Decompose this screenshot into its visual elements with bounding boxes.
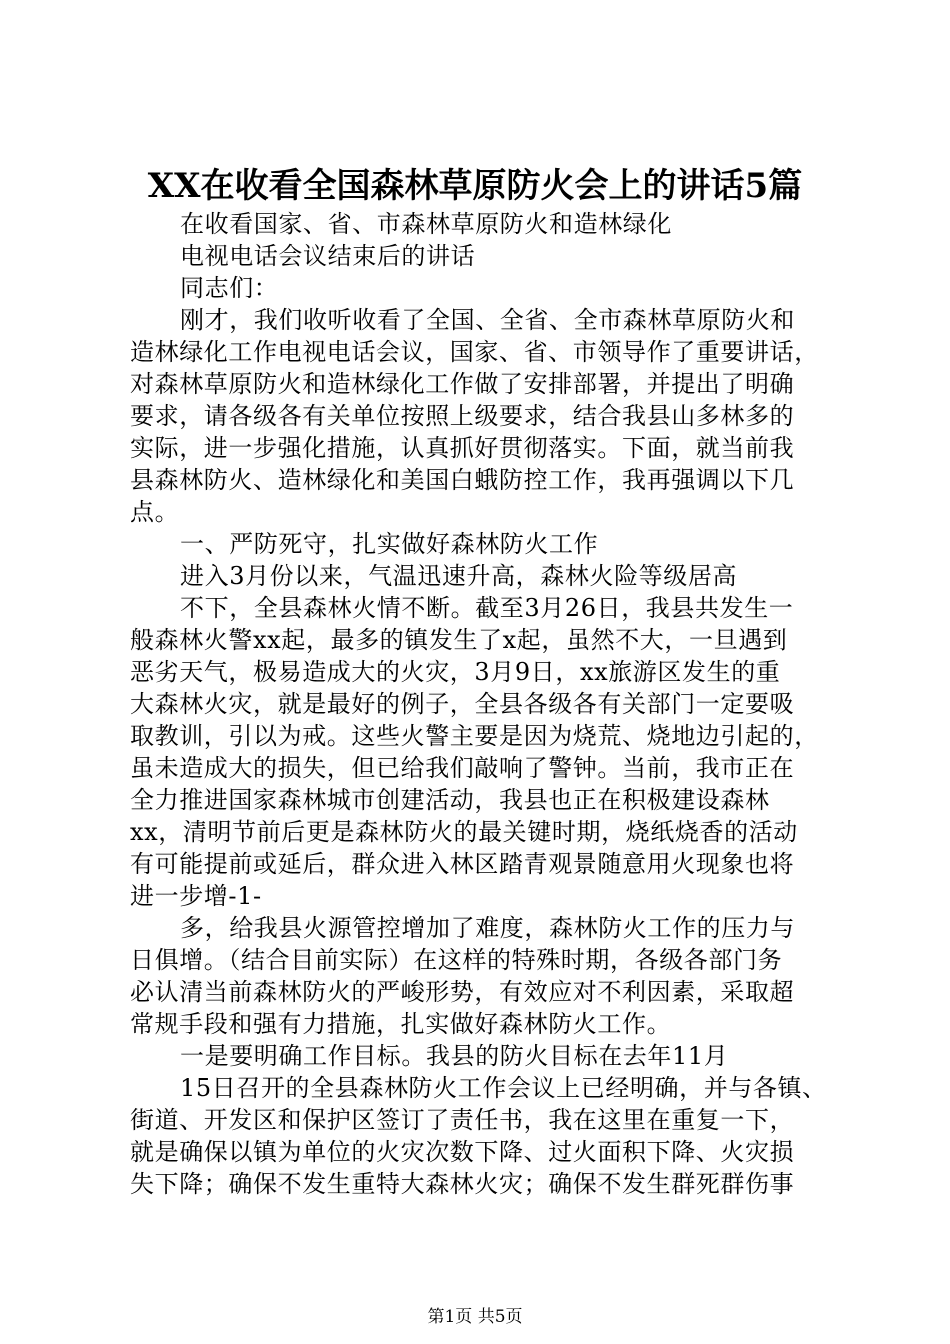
text-line: 有可能提前或延后，群众进入林区踏青观景随意用火现象也将	[130, 850, 795, 878]
text-line: 进入3月份以来，气温迅速升高，森林火险等级居高	[180, 562, 738, 590]
text-line: 大森林火灾，就是最好的例子，全县各级各有关部门一定要吸	[130, 690, 795, 718]
text-line: 县森林防火、造林绿化和美国白蛾防控工作，我再强调以下几	[130, 466, 795, 494]
text-line: 一、严防死守，扎实做好森林防火工作	[180, 530, 599, 558]
document-title: XX在收看全国森林草原防火会上的讲话5篇	[147, 166, 803, 206]
document-body	[130, 208, 840, 1200]
text-line: 虽未造成大的损失，但已给我们敲响了警钟。当前，我市正在	[130, 754, 795, 782]
text-line: 日俱增。（结合目前实际）在这样的特殊时期，各级各部门务	[130, 946, 783, 974]
page-footer: 第1页 共5页	[427, 1307, 523, 1327]
text-line: 刚才，我们收听收看了全国、全省、全市森林草原防火和	[180, 306, 795, 334]
text-line: xx，清明节前后更是森林防火的最关键时期，烧纸烧香的活动	[130, 818, 798, 846]
text-line: 进一步增-1-	[130, 882, 262, 910]
text-line: 取教训，引以为戒。这些火警主要是因为烧荒、烧地边引起的，	[130, 722, 819, 750]
text-line: 一是要明确工作目标。我县的防火目标在去年11月	[180, 1042, 729, 1070]
text-line: 不下，全县森林火情不断。截至3月26日，我县共发生一	[180, 594, 794, 622]
text-line: 对森林草原防火和造林绿化工作做了安排部署，并提出了明确	[130, 370, 795, 398]
text-line: 般森林火警xx起，最多的镇发生了x起，虽然不大，一旦遇到	[130, 626, 788, 654]
text-line: 造林绿化工作电视电话会议，国家、省、市领导作了重要讲话，	[130, 338, 819, 366]
text-line: 就是确保以镇为单位的火灾次数下降、过火面积下降、火灾损	[130, 1138, 795, 1166]
text-line: 实际，进一步强化措施，认真抓好贯彻落实。下面，就当前我	[130, 434, 795, 462]
text-line: 恶劣天气，极易造成大的火灾，3月9日，xx旅游区发生的重	[130, 658, 781, 686]
text-line: 必认清当前森林防火的严峻形势，有效应对不利因素，采取超	[130, 978, 795, 1006]
text-line: 街道、开发区和保护区签订了责任书，我在这里在重复一下，	[130, 1106, 795, 1134]
text-line: 失下降；确保不发生重特大森林火灾；确保不发生群死群伤事	[130, 1170, 795, 1198]
text-line: 常规手段和强有力措施，扎实做好森林防火工作。	[130, 1010, 672, 1038]
text-line: 15日召开的全县森林防火工作会议上已经明确，并与各镇、	[180, 1074, 827, 1102]
text-line: 要求，请各级各有关单位按照上级要求，结合我县山多林多的	[130, 402, 795, 430]
text-line: 点。	[130, 498, 180, 526]
text-line: 多，给我县火源管控增加了难度，森林防火工作的压力与	[180, 914, 795, 942]
text-line: 在收看国家、省、市森林草原防火和造林绿化	[180, 210, 672, 238]
text-line: 同志们：	[180, 274, 279, 302]
text-line: 电视电话会议结束后的讲话	[180, 242, 476, 270]
text-line: 全力推进国家森林城市创建活动，我县也正在积极建设森林	[130, 786, 770, 814]
